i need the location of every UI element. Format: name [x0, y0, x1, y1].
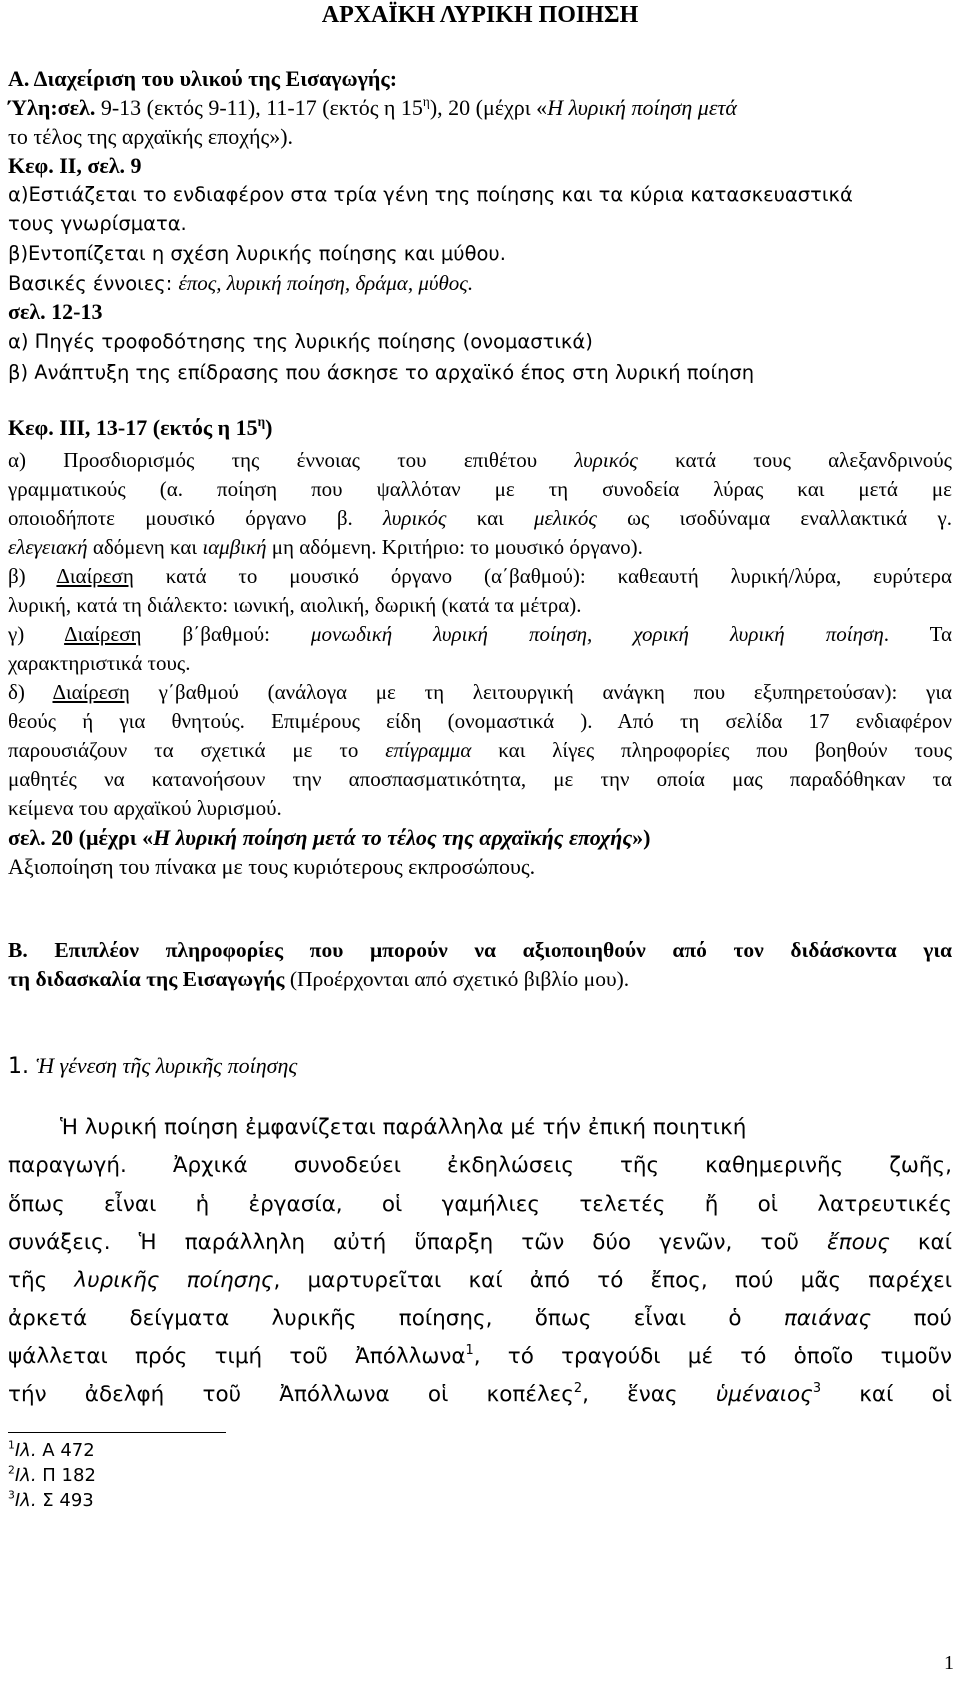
- body-line-2: παραγωγή. Ἀρχικά συνοδεύει ἐκδηλώσεις τῆς καθημερινῆς ζωῆς,: [8, 1153, 952, 1178]
- material-line-2: το τέλος της αρχαϊκής εποχής»).: [8, 124, 294, 149]
- italic-term: λυρικός: [383, 506, 447, 530]
- chapter-3-heading-sup: η: [257, 413, 266, 429]
- text-run: καί οἱ: [821, 1382, 952, 1407]
- text-run: β): [8, 564, 57, 588]
- footnote-ref-3: 3: [812, 1380, 822, 1396]
- chapter-3-line-3: [8, 506, 952, 531]
- italic-term: χορική λυρική ποίηση: [633, 622, 884, 646]
- text-run: , μαρτυρεῖται καί ἀπό τό ἔπος, πού μᾶς παρέχει: [273, 1268, 953, 1293]
- footnote-ref-2: 2: [573, 1380, 583, 1396]
- text-run: κατά τους αλεξανδρινούς: [637, 448, 952, 472]
- material-italic: Η λυρική ποίηση μετά: [547, 95, 737, 120]
- body-line-1: Ἡ λυρική ποίηση ἐμφανίζεται παράλληλα μέ τήν ἐπική ποιητική: [60, 1115, 747, 1140]
- text-run: πού: [871, 1306, 952, 1331]
- division-d-line-5: κείμενα του αρχαϊκού λυρισμού.: [8, 796, 282, 820]
- underlined-term: Διαίρεση: [56, 564, 134, 588]
- italic-term: επίγραμμα: [385, 738, 472, 762]
- text-run: ως ισοδύναμα εναλλακτικά γ.: [596, 506, 952, 530]
- chapter-3-line-4: [8, 535, 643, 560]
- section-b-line-1: Β. Επιπλέον πληροφορίες που μπορούν να αξιοποιηθούν από τον διδάσκοντα για: [8, 938, 952, 962]
- pages-12-13-heading: σελ. 12-13: [8, 299, 103, 324]
- chapter-2-point-b: β)Εντοπίζεται η σχέση λυρικής ποίησης και μύθου.: [8, 242, 506, 265]
- chapter-3-heading: [8, 415, 272, 441]
- text-run: τῆς: [8, 1268, 75, 1293]
- basic-concepts-list: έπος, λυρική ποίηση, δράμα, μύθος.: [178, 271, 474, 295]
- footnote-ref-1: 1: [465, 1342, 474, 1358]
- text-run: , ἕνας: [582, 1382, 716, 1407]
- section-a-heading: Α. Διαχείριση του υλικού της Εισαγωγής:: [8, 66, 398, 91]
- text-run: και: [446, 506, 535, 530]
- division-g-line-1: [8, 622, 952, 647]
- page-20-heading: [8, 825, 650, 851]
- material-sup: η: [422, 93, 430, 109]
- material-text: 9-13 (εκτός 9-11), 11-17 (εκτός η 15: [95, 95, 423, 120]
- division-d-line-1: [8, 680, 952, 705]
- division-b-line-1: [8, 564, 952, 589]
- text-run: δ): [8, 680, 53, 704]
- page-20-text: Αξιοποίηση του πίνακα με τους κυριότερους εκπροσώπους.: [8, 854, 536, 879]
- body-line-5: [8, 1268, 952, 1293]
- body-line-6: [8, 1306, 952, 1331]
- text-run: β΄βαθμού:: [141, 622, 311, 646]
- footnote-separator: [8, 1432, 226, 1433]
- italic-term: Η λυρική ποίηση μετά το τέλος της αρχαϊκής εποχής: [153, 825, 633, 850]
- chapter-3-heading-end: ): [265, 415, 273, 440]
- chapter-2-point-a-1: α)Εστιάζεται το ενδιαφέρον στα τρία γένη της ποίησης και τα κύρια κατασκευαστικά: [8, 183, 853, 206]
- chapter-2-heading: Κεφ. ΙΙ, σελ. 9: [8, 153, 142, 178]
- footnote-number: 2: [8, 1463, 15, 1477]
- footnote-ref: Ιλ.: [14, 1440, 37, 1461]
- division-d-line-2: θεούς ή για θνητούς. Επιμέρους είδη (ονομαστικά ). Από τη σελίδα 17 ενδιαφέρον: [8, 709, 952, 733]
- material-text-2: ), 20 (μέχρι «: [429, 95, 548, 120]
- italic-term: λυρικῆς ποίησης: [74, 1268, 274, 1293]
- chapter-3-line-1: [8, 448, 952, 473]
- subsection-title: Ἡ γένεση τῆς λυρικῆς ποίησης: [35, 1053, 298, 1078]
- text-run: μη αδόμενη. Κριτήριο: το μουσικό όργανο).: [266, 535, 643, 559]
- text-run: παρουσιάζουν τα σχετικά με το: [8, 738, 386, 762]
- footnote-number: 3: [8, 1488, 15, 1502]
- italic-term: μονωδική λυρική ποίηση,: [310, 622, 593, 646]
- body-line-3: ὅπως εἶναι ἡ ἐργασία, οἱ γαμήλιες τελετές ἤ οἱ λατρευτικές: [8, 1192, 952, 1217]
- section-b-line-2: [8, 967, 629, 992]
- page-number: 1: [944, 1652, 954, 1674]
- text-run: αδόμενη και: [87, 535, 203, 559]
- footnote-loc: Π 182: [36, 1465, 96, 1486]
- text-run: , τό τραγούδι μέ τό ὁποῖο τιμοῦν: [473, 1344, 952, 1369]
- italic-term: ιαμβική: [202, 535, 267, 559]
- basic-concepts-label: Βασικές έννοιες:: [8, 272, 179, 295]
- division-b-line-2: λυρική, κατά τη διάλεκτο: ιωνική, αιολική, δωρική (κατά τα μέτρα).: [8, 593, 582, 617]
- footnote-2: [8, 1465, 96, 1486]
- footnote-number: 1: [8, 1438, 15, 1452]
- section-b-bold: τη διδασκαλία της Εισαγωγής: [8, 967, 285, 991]
- footnote-3: [8, 1490, 94, 1511]
- italic-term: ελεγειακή: [8, 535, 88, 559]
- subsection-heading: [8, 1053, 297, 1079]
- footnote-ref: Ιλ.: [14, 1465, 37, 1486]
- text-run: α) Προσδιορισμός της έννοιας του επιθέτου: [8, 448, 575, 472]
- text-run: ψάλλεται πρός τιμή τοῦ Ἀπόλλωνα: [8, 1344, 466, 1369]
- material-label: Ύλη:σελ.: [8, 95, 96, 120]
- footnote-ref: Ιλ.: [14, 1490, 37, 1511]
- text-run: »): [632, 825, 651, 850]
- italic-term: παιάνας: [783, 1306, 872, 1331]
- text-run: (Προέρχονται από σχετικό βιβλίο μου).: [284, 967, 630, 991]
- division-d-line-4: μαθητές να κατανοήσουν την αποσπασματικότητα, με την οποία μας παραδόθηκαν τα: [8, 767, 952, 791]
- underlined-term: Διαίρεση: [64, 622, 142, 646]
- chapter-3-line-2: γραμματικούς (α. ποίηση που ψαλλόταν με τη συνοδεία λύρας και μετά με: [8, 477, 952, 501]
- body-line-7: [8, 1344, 952, 1369]
- footnote-1: [8, 1440, 95, 1461]
- pages-12-13-point-b: β) Ανάπτυξη της επίδρασης που άσκησε το αρχαϊκό έπος στη λυρική ποίηση: [8, 361, 755, 384]
- text-run: γ): [8, 622, 65, 646]
- text-run: τήν ἀδελφή τοῦ Ἀπόλλωνα οἱ κοπέλες: [8, 1382, 574, 1407]
- text-run: ἀρκετά δείγματα λυρικῆς ποίησης, ὅπως εἶναι ὁ: [8, 1306, 784, 1331]
- division-d-line-3: [8, 738, 952, 763]
- pages-12-13-point-a: α) Πηγές τροφοδότησης της λυρικής ποίησης (ονομαστικά): [8, 330, 593, 353]
- chapter-2-point-a-2: τους γνωρίσματα.: [8, 212, 187, 235]
- basic-concepts: [8, 271, 473, 296]
- italic-term: ὑμέναιος: [715, 1382, 813, 1407]
- text-run: συνάξεις. Ἡ παράλληλη αὐτή ὕπαρξη τῶν δύο γενῶν, τοῦ: [8, 1230, 828, 1255]
- text-run: οποιοδήποτε μουσικό όργανο β.: [8, 506, 384, 530]
- material-line-1: [8, 95, 737, 121]
- italic-term: λυρικός: [574, 448, 638, 472]
- chapter-3-heading-text: Κεφ. ΙΙΙ, 13-17 (εκτός η 15: [8, 415, 258, 440]
- text-run: κατά το μουσικό όργανο (α΄βαθμού): καθεαυτή λυρική/λύρα, ευρύτερα: [133, 564, 952, 588]
- division-g-line-2: χαρακτηριστικά τους.: [8, 651, 191, 675]
- footnote-loc: Α 472: [36, 1440, 95, 1461]
- underlined-term: Διαίρεση: [52, 680, 130, 704]
- text-run: σελ. 20 (μέχρι «: [8, 825, 154, 850]
- page-title: ΑΡΧΑΪΚΗ ΛΥΡΙΚΗ ΠΟΙΗΣΗ: [321, 2, 639, 28]
- body-line-8: [8, 1382, 952, 1407]
- text-run: καί: [889, 1230, 953, 1255]
- italic-term: μελικός: [534, 506, 597, 530]
- body-line-4: [8, 1230, 952, 1255]
- subsection-number: 1.: [8, 1054, 36, 1079]
- text-run: . Τα: [883, 622, 953, 646]
- footnote-loc: Σ 493: [36, 1490, 94, 1511]
- text-run: γ΄βαθμού (ανάλογα με τη λειτουργική ανάγκη που εξυπηρετούσαν): για: [129, 680, 952, 704]
- italic-term: ἔπους: [827, 1230, 890, 1255]
- text-run: και λίγες πληροφορίες που βοηθούν τους: [471, 738, 953, 762]
